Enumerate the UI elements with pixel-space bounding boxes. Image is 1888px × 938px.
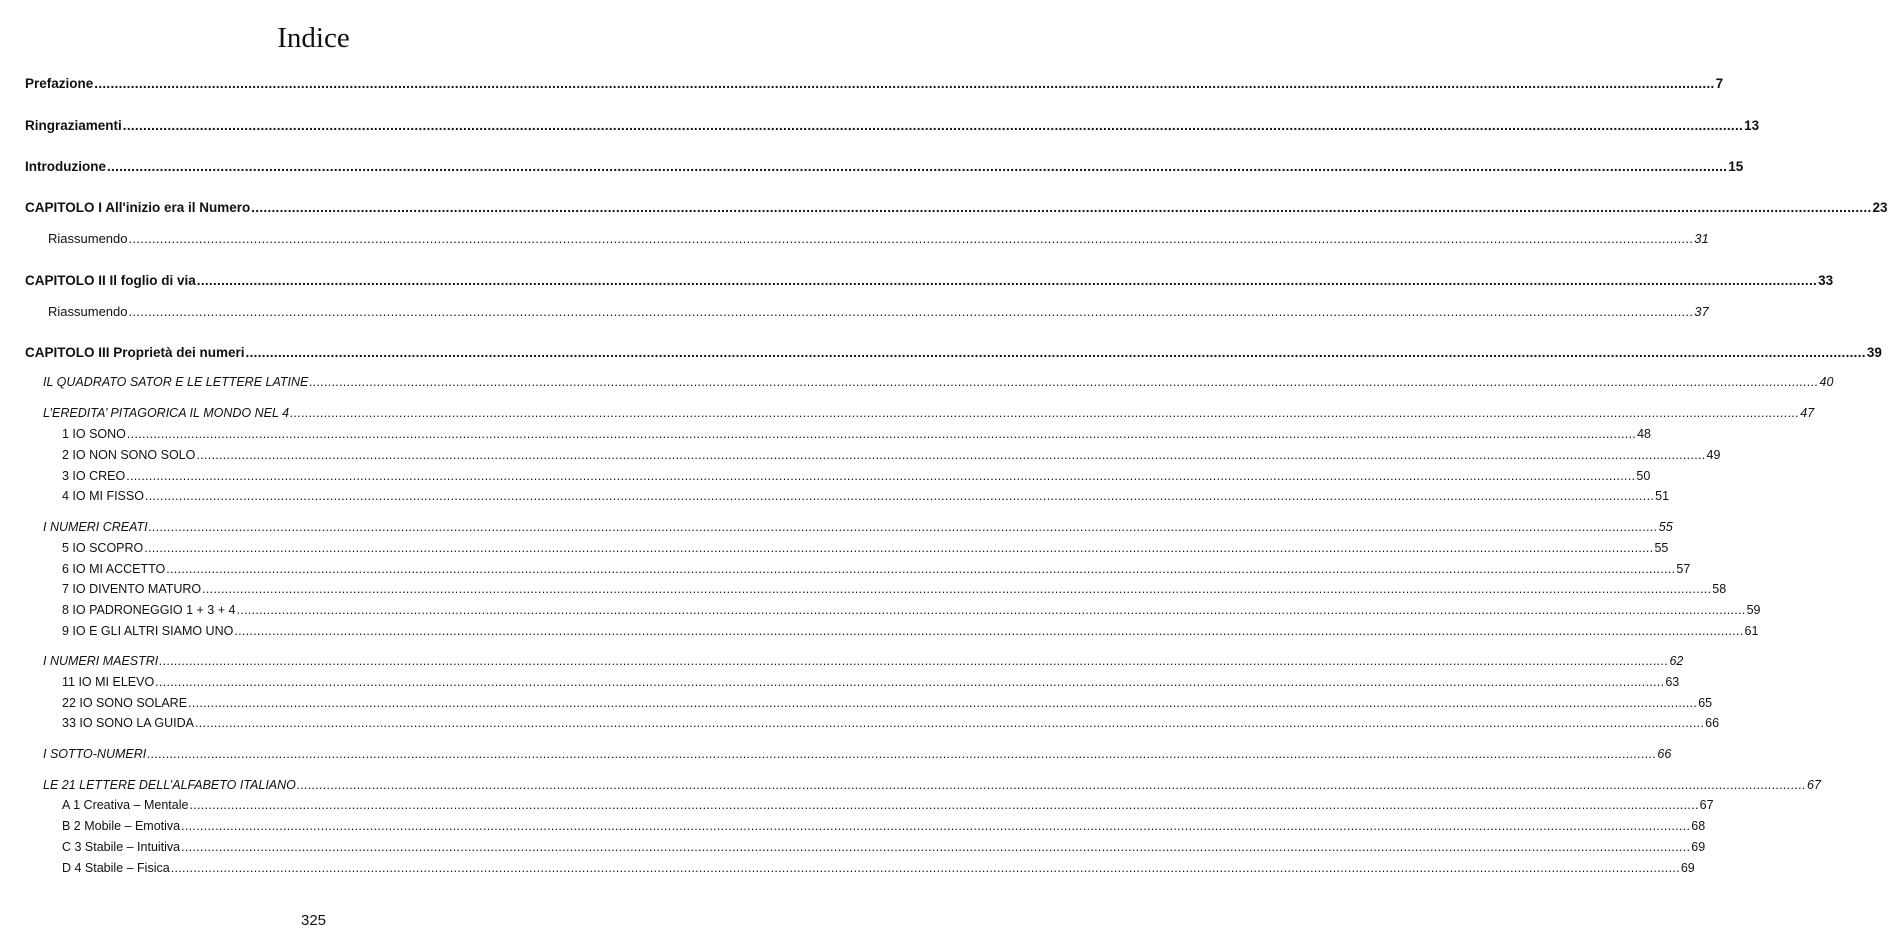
dot-leader: ................................................................................................................................................................................................................................................................................................................................................................................................................ <box>234 624 1744 638</box>
toc-entry-page: 57 <box>1676 562 1691 576</box>
toc-entry-page: 31 <box>1694 231 1709 246</box>
toc-entry-page: 69 <box>1691 840 1706 854</box>
page-number: 325 <box>300 912 327 929</box>
toc-entry[interactable] <box>62 716 1720 730</box>
toc-entry-label: 11 IO MI ELEVO <box>62 675 155 689</box>
toc-entry-label: 33 IO SONO LA GUIDA <box>62 716 194 730</box>
dot-leader: ................................................................................................................................................................................................................................................................................................................................................................................................................ <box>159 654 1669 668</box>
toc-entry-label: Riassumendo <box>48 304 128 319</box>
dot-leader: ................................................................................................................................................................................................................................................................................................................................................................................................................ <box>202 582 1712 596</box>
toc-entry[interactable] <box>62 541 1669 555</box>
toc-entry[interactable] <box>43 778 1821 792</box>
dot-leader: ................................................................................................................................................................................................................................................................................................................................................................................................................ <box>309 375 1819 389</box>
dot-leader: ................................................................................................................................................................................................................................................................................................................................................................................................................ <box>144 489 1655 503</box>
page-title: Indice <box>277 22 350 54</box>
toc-entry[interactable] <box>62 562 1691 576</box>
toc-entry-label: 9 IO E GLI ALTRI SIAMO UNO <box>62 624 234 638</box>
toc-entry-label: Riassumendo <box>48 231 128 246</box>
toc-entry[interactable] <box>25 76 1724 91</box>
toc-entry-page: 66 <box>1657 747 1672 761</box>
toc-entry-page: 48 <box>1637 427 1651 441</box>
toc-entry-label: Introduzione <box>25 159 106 174</box>
dot-leader: ................................................................................................................................................................................................................................................................................................................................................................................................................ <box>166 562 1676 576</box>
dot-leader: ................................................................................................................................................................................................................................................................................................................................................................................................................ <box>181 819 1691 833</box>
dot-leader: ................................................................................................................................................................................................................................................................................................................................................................................................................ <box>94 76 1715 91</box>
toc-entry-page: 51 <box>1655 489 1670 503</box>
toc-entry-label: Prefazione <box>25 76 94 91</box>
toc-entry-label: 2 IO NON SONO SOLO <box>62 448 196 462</box>
toc-entry-label: A 1 Creativa – Mentale <box>62 798 189 812</box>
dot-leader: ................................................................................................................................................................................................................................................................................................................................................................................................................ <box>107 159 1728 174</box>
dot-leader: ................................................................................................................................................................................................................................................................................................................................................................................................................ <box>144 541 1654 555</box>
toc-entry-label: CAPITOLO III Proprietà dei numeri <box>25 345 245 360</box>
toc-entry-page: 47 <box>1800 406 1815 420</box>
toc-entry-page: 62 <box>1669 654 1684 668</box>
toc-entry-page: 7 <box>1715 76 1724 91</box>
toc-entry-label: I NUMERI MAESTRI <box>43 654 159 668</box>
toc-entry-page: 13 <box>1744 118 1760 133</box>
dot-leader: ................................................................................................................................................................................................................................................................................................................................................................................................................ <box>188 696 1698 710</box>
toc-entry-label: 6 IO MI ACCETTO <box>62 562 166 576</box>
toc-entry[interactable] <box>62 798 1714 812</box>
toc-entry[interactable] <box>62 840 1706 854</box>
toc-entry-label: CAPITOLO I All'inizio era il Numero <box>25 200 251 215</box>
toc-entry[interactable] <box>25 345 1882 360</box>
dot-leader: ................................................................................................................................................................................................................................................................................................................................................................................................................ <box>296 778 1807 792</box>
dot-leader: ................................................................................................................................................................................................................................................................................................................................................................................................................ <box>251 200 1872 215</box>
toc-entry-label: LE 21 LETTERE DELL’ALFABETO ITALIANO <box>43 778 296 792</box>
toc-entry-page: 50 <box>1636 469 1651 483</box>
toc-entry-label: 22 IO SONO SOLARE <box>62 696 188 710</box>
toc-entry[interactable] <box>43 375 1834 389</box>
toc-entry[interactable] <box>62 469 1651 483</box>
toc-entry-page: 61 <box>1744 624 1759 638</box>
toc-entry-label: D 4 Stabile – Fisica <box>62 861 170 875</box>
dot-leader: ................................................................................................................................................................................................................................................................................................................................................................................................................ <box>128 231 1694 246</box>
toc-entry-label: B 2 Mobile – Emotiva <box>62 819 181 833</box>
toc-entry-page: 67 <box>1699 798 1714 812</box>
toc-entry[interactable] <box>62 675 1680 689</box>
toc-entry-page: 58 <box>1712 582 1727 596</box>
toc-entry-label: I NUMERI CREATI <box>43 520 148 534</box>
toc-entry[interactable] <box>25 159 1744 174</box>
dot-leader: ................................................................................................................................................................................................................................................................................................................................................................................................................ <box>196 448 1706 462</box>
toc-entry[interactable] <box>62 696 1713 710</box>
toc-entry-page: 69 <box>1680 861 1695 875</box>
toc-entry[interactable] <box>43 747 1672 761</box>
toc-entry[interactable] <box>62 819 1706 833</box>
toc-entry-label: Ringraziamenti <box>25 118 122 133</box>
dot-leader: ................................................................................................................................................................................................................................................................................................................................................................................................................ <box>236 603 1746 617</box>
toc-entry[interactable] <box>25 273 1834 288</box>
toc-entry-page: 15 <box>1728 159 1744 174</box>
dot-leader: ................................................................................................................................................................................................................................................................................................................................................................................................................ <box>290 406 1800 420</box>
toc-entry-label: 8 IO PADRONEGGIO 1 + 3 + 4 <box>62 603 236 617</box>
toc-entry[interactable] <box>62 603 1761 617</box>
toc-entry-label: 1 IO SONO <box>62 427 126 441</box>
toc-entry[interactable] <box>62 582 1727 596</box>
toc-entry-label: C 3 Stabile – Intuitiva <box>62 840 181 854</box>
dot-leader: ................................................................................................................................................................................................................................................................................................................................................................................................................ <box>170 861 1680 875</box>
toc-entry-label: 3 IO CREO <box>62 469 126 483</box>
toc-entry-label: CAPITOLO II Il foglio di via <box>25 273 196 288</box>
dot-leader: ................................................................................................................................................................................................................................................................................................................................................................................................................ <box>245 345 1866 360</box>
toc-entry-page: 66 <box>1705 716 1720 730</box>
toc-entry[interactable] <box>62 427 1651 441</box>
dot-leader: ................................................................................................................................................................................................................................................................................................................................................................................................................ <box>147 747 1657 761</box>
toc-entry-page: 67 <box>1807 778 1821 792</box>
toc-entry-page: 65 <box>1698 696 1713 710</box>
toc-entry[interactable] <box>25 200 1888 215</box>
toc-entry[interactable] <box>62 448 1721 462</box>
toc-entry[interactable] <box>43 654 1684 668</box>
dot-leader: ................................................................................................................................................................................................................................................................................................................................................................................................................ <box>126 427 1637 441</box>
toc-entry[interactable] <box>25 118 1760 133</box>
toc-entry-page: 49 <box>1706 448 1721 462</box>
dot-leader: ................................................................................................................................................................................................................................................................................................................................................................................................................ <box>126 469 1636 483</box>
dot-leader: ................................................................................................................................................................................................................................................................................................................................................................................................................ <box>181 840 1691 854</box>
toc-entry-label: I SOTTO-NUMERI <box>43 747 147 761</box>
toc-entry-page: 37 <box>1694 304 1709 319</box>
dot-leader: ................................................................................................................................................................................................................................................................................................................................................................................................................ <box>155 675 1665 689</box>
toc-entry-label: 5 IO SCOPRO <box>62 541 144 555</box>
toc-entry-label: L’EREDITA’ PITAGORICA IL MONDO NEL 4 <box>43 406 290 420</box>
toc-entry-page: 33 <box>1818 273 1834 288</box>
dot-leader: ................................................................................................................................................................................................................................................................................................................................................................................................................ <box>195 716 1705 730</box>
toc-entry[interactable] <box>62 489 1670 503</box>
dot-leader: ................................................................................................................................................................................................................................................................................................................................................................................................................ <box>189 798 1699 812</box>
toc-entry-label: IL QUADRATO SATOR E LE LETTERE LATINE <box>43 375 309 389</box>
toc-entry[interactable] <box>43 406 1815 420</box>
toc-entry-page: 68 <box>1691 819 1706 833</box>
dot-leader: ................................................................................................................................................................................................................................................................................................................................................................................................................ <box>128 304 1694 319</box>
toc-entry-page: 39 <box>1866 345 1882 360</box>
toc-entry-page: 55 <box>1654 541 1669 555</box>
toc-entry[interactable] <box>43 520 1673 534</box>
toc-entry[interactable] <box>48 304 1709 319</box>
dot-leader: ................................................................................................................................................................................................................................................................................................................................................................................................................ <box>196 273 1818 288</box>
toc-entry-page: 63 <box>1665 675 1680 689</box>
toc-entry-page: 40 <box>1819 375 1834 389</box>
toc-entry-page: 55 <box>1658 520 1673 534</box>
toc-entry-page: 59 <box>1746 603 1761 617</box>
toc-entry[interactable] <box>62 861 1695 875</box>
dot-leader: ................................................................................................................................................................................................................................................................................................................................................................................................................ <box>148 520 1658 534</box>
toc-entry[interactable] <box>48 231 1709 246</box>
toc-entry-label: 4 IO MI FISSO <box>62 489 144 503</box>
toc-entry[interactable] <box>62 624 1759 638</box>
toc-entry-page: 23 <box>1872 200 1888 215</box>
toc-entry-label: 7 IO DIVENTO MATURO <box>62 582 202 596</box>
dot-leader: ................................................................................................................................................................................................................................................................................................................................................................................................................ <box>122 118 1744 133</box>
